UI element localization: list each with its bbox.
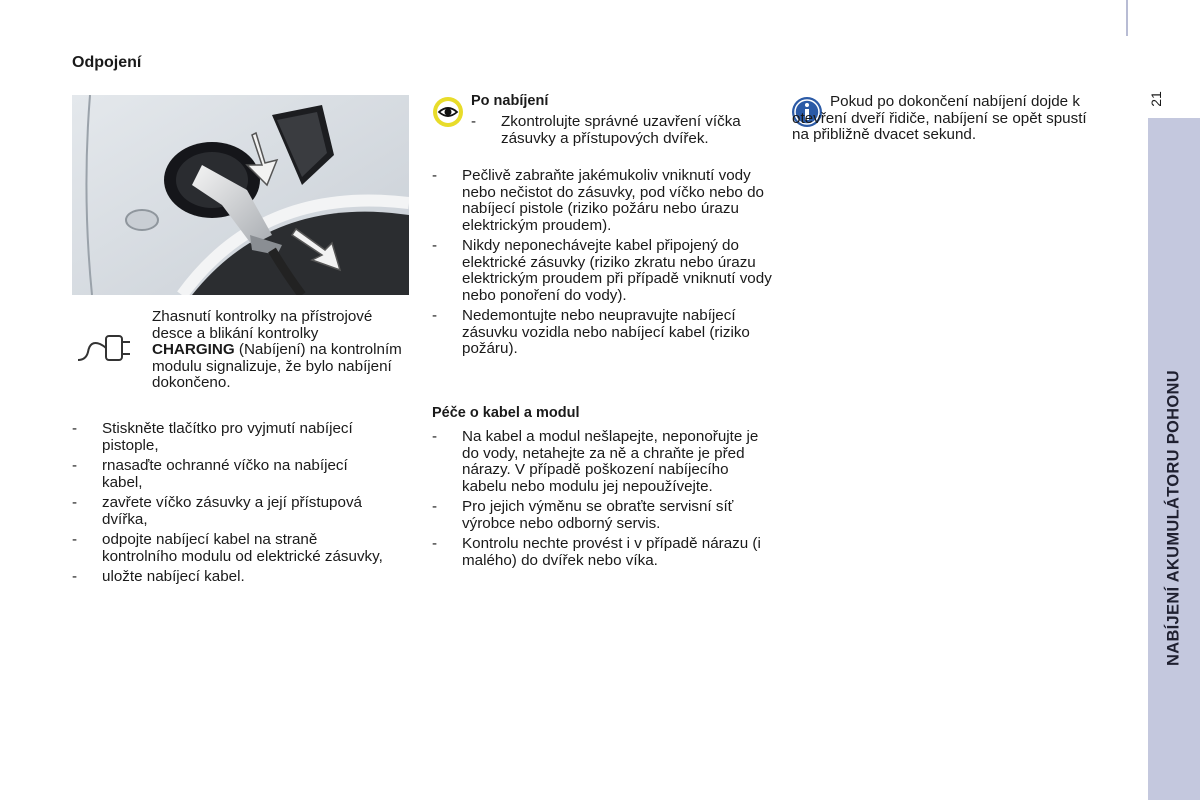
eye-icon — [432, 96, 464, 128]
cable-care-list — [432, 429, 777, 573]
list-item: - Stiskněte tlačítko pro vyjmutí nabíjecí pistople, — [72, 421, 392, 454]
list-item: - Pečlivě zabraňte jakémukoliv vniknutí vody nebo nečistot do zásuvky, pod víčko nebo do nabíjecí pistole (riziko požáru nebo úrazu elektrickým proudem). — [432, 168, 777, 234]
list-item: - uložte nabíjecí kabel. — [72, 569, 392, 586]
list-item: - Zkontrolujte správné uzavření víčka zásuvky a přístupových dvířek. — [471, 114, 761, 147]
cable-care-title: Péče o kabel a modul — [432, 405, 580, 421]
list-item: - Kontrolu nechte provést i v případě nárazu (i malého) do dvířek nebo víka. — [432, 536, 777, 569]
chapter-side-tab — [1148, 118, 1200, 800]
warnings-list — [432, 168, 777, 362]
charging-label: CHARGING — [152, 341, 235, 358]
after-charging-title: Po nabíjení — [471, 93, 549, 109]
list-item: - rnasaďte ochranné víčko na nabíjecí kabel, — [72, 458, 392, 491]
list-item: - Nedemontujte nebo neupravujte nabíjecí zásuvku vozidla nebo nabíjecí kabel (riziko požáru). — [432, 308, 777, 358]
chapter-title: NABÍJENÍ AKUMULÁTORU POHONU — [1164, 370, 1183, 666]
list-item: - Pro jejich výměnu se obraťte servisní síť výrobce nebo odborný servis. — [432, 499, 777, 532]
list-item: - odpojte nabíjecí kabel na straně kontrolního modulu od elektrické zásuvky, — [72, 532, 392, 565]
after-charging-list — [471, 114, 761, 151]
charging-indicator-text: Zhasnutí kontrolky na přístrojové desce a blikání kontrolky CHARGING (Nabíjení) na kontrolním modulu signalizuje, že bylo nabíjení dokončeno. — [152, 308, 402, 391]
disconnect-steps — [72, 421, 392, 590]
section-title: Odpojení — [72, 54, 142, 71]
charging-plug-icon — [76, 330, 134, 366]
list-item: - Nikdy neponechávejte kabel připojený do elektrické zásuvky (riziko zkratu nebo úrazu elektrickým proudem při případě vniknutí vody nebo ponoření do vody). — [432, 238, 777, 304]
top-divider — [1126, 0, 1128, 36]
info-note: Pokud po dokončení nabíjení dojde k otevření dveří řidiče, nabíjení se opět spustí na přibližně dvacet sekund. — [792, 93, 1087, 143]
charging-socket-photo — [72, 95, 409, 295]
list-item: - Na kabel a modul nešlapejte, neponořujte je do vody, netahejte za ně a chraňte je před nárazy. V případě poškození nabíjecího kabelu nebo modulu jej nepoužívejte. — [432, 429, 777, 495]
page-number: 21 — [1148, 91, 1164, 107]
list-item: - zavřete víčko zásuvky a její přístupová dvířka, — [72, 495, 392, 528]
